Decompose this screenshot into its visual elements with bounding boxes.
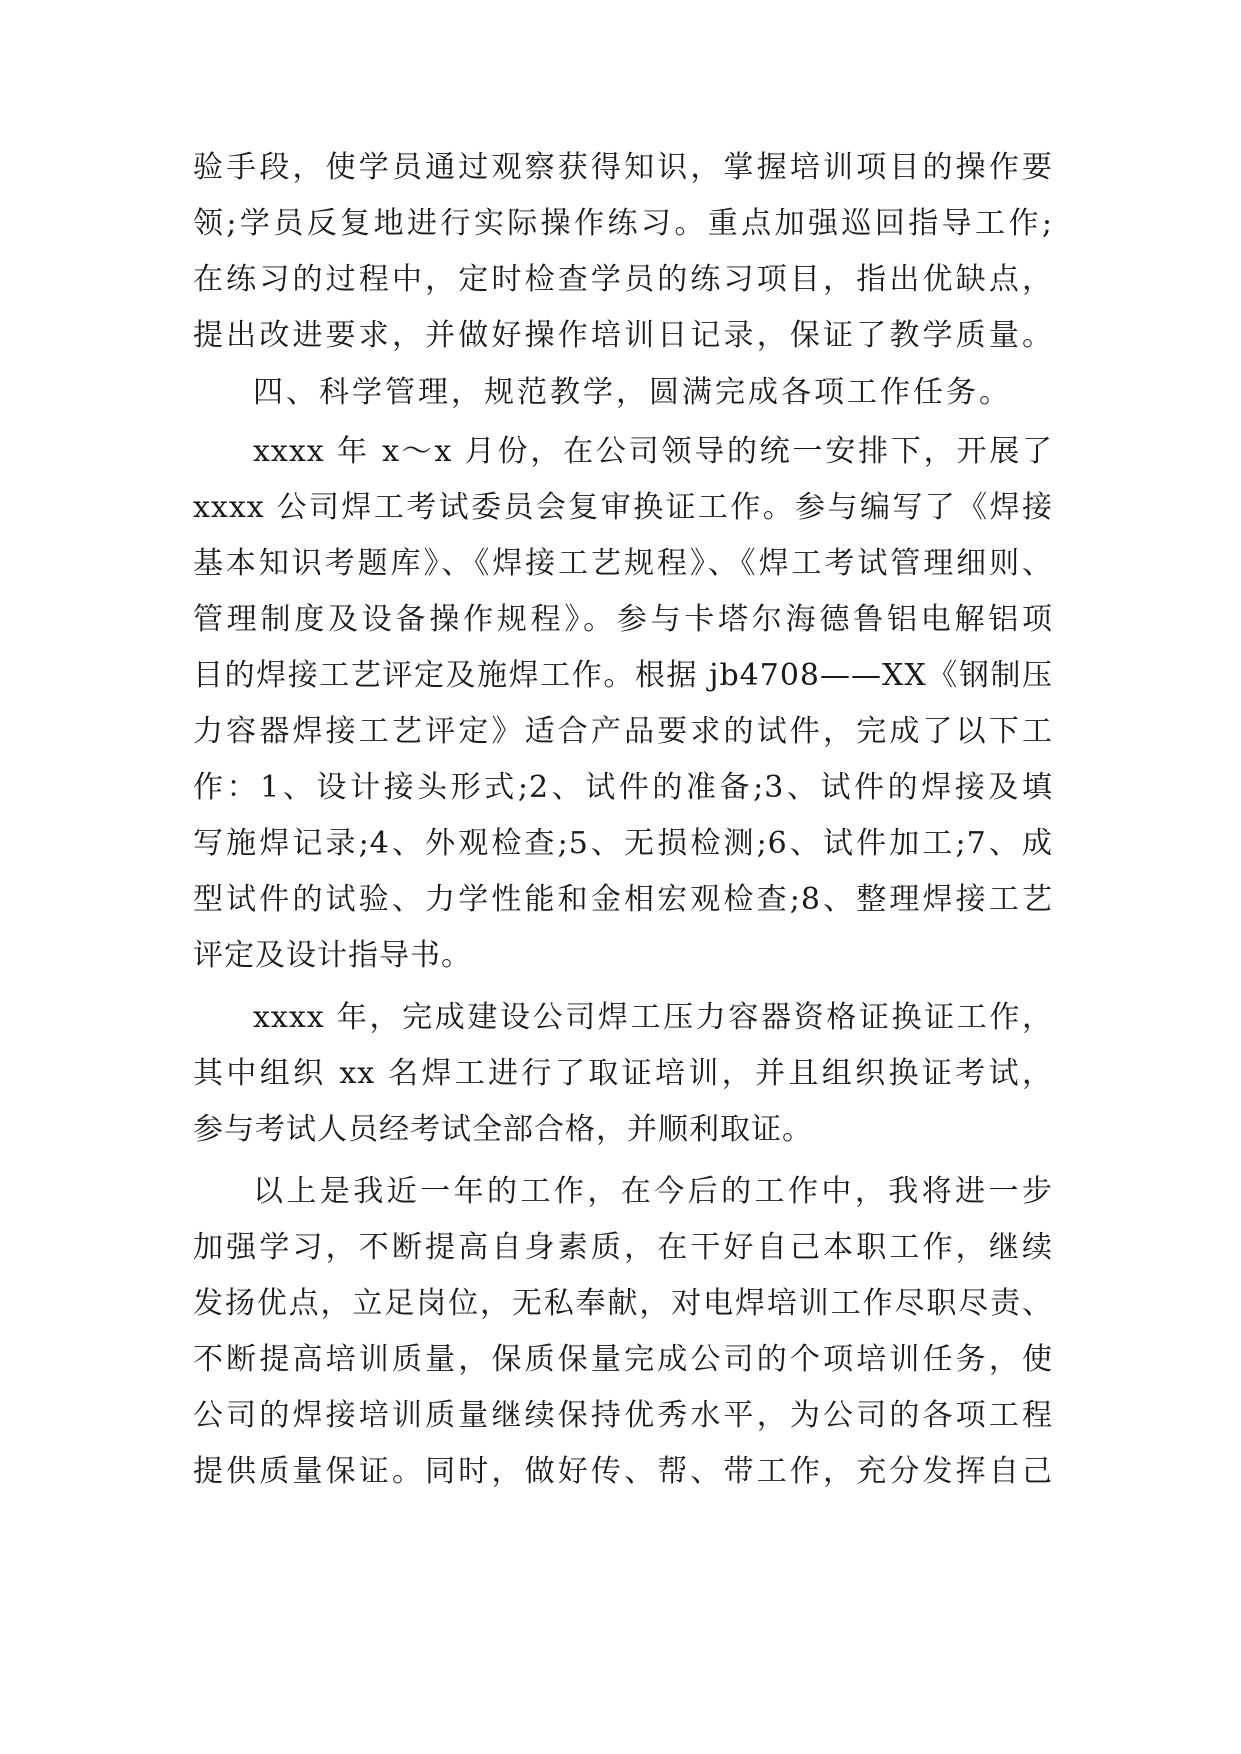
paragraph-line: 提供质量保证。同时，做好传、帮、带工作，充分发挥自己 <box>193 1454 1053 1489</box>
paragraph-line: 作：1、设计接头形式;2、试件的准备;3、试件的焊接及填 <box>193 770 1053 805</box>
paragraph-line: 公司的焊接培训质量继续保持优秀水平，为公司的各项工程 <box>193 1398 1053 1433</box>
paragraph-line: 以上是我近一年的工作，在今后的工作中，我将进一步 <box>253 1174 1053 1209</box>
paragraph-line: 评定及设计指导书。 <box>193 938 472 973</box>
paragraph-line: 在练习的过程中，定时检查学员的练习项目，指出优缺点， <box>193 262 1053 297</box>
paragraph-line: 其中组织 xx 名焊工进行了取证培训，并且组织换证考试， <box>193 1056 1053 1091</box>
paragraph-line: xxxx 公司焊工考试委员会复审换证工作。参与编写了《焊接 <box>193 490 1053 525</box>
paragraph-line: 提出改进要求，并做好操作培训日记录，保证了教学质量。 <box>193 318 1053 353</box>
paragraph-line: 验手段，使学员通过观察获得知识，掌握培训项目的操作要 <box>193 150 1053 185</box>
paragraph-line: 力容器焊接工艺评定》适合产品要求的试件，完成了以下工 <box>193 714 1053 749</box>
paragraph-line: 加强学习，不断提高自身素质，在干好自己本职工作，继续 <box>193 1230 1053 1265</box>
paragraph-line: 写施焊记录;4、外观检查;5、无损检测;6、试件加工;7、成 <box>193 826 1053 861</box>
paragraph-line: xxxx 年，完成建设公司焊工压力容器资格证换证工作， <box>253 1000 1053 1035</box>
paragraph-line: 不断提高培训质量，保质保量完成公司的个项培训任务，使 <box>193 1342 1053 1377</box>
paragraph-line: 发扬优点，立足岗位，无私奉献，对电焊培训工作尽职尽责、 <box>193 1286 1053 1321</box>
section-heading: 四、科学管理，规范教学，圆满完成各项工作任务。 <box>253 375 1012 410</box>
paragraph-line: 管理制度及设备操作规程》。参与卡塔尔海德鲁铝电解铝项 <box>193 602 1053 637</box>
paragraph-line: 参与考试人员经考试全部合格，并顺利取证。 <box>193 1112 813 1147</box>
paragraph-line: 领;学员反复地进行实际操作练习。重点加强巡回指导工作; <box>193 206 1053 241</box>
paragraph-line: 目的焊接工艺评定及施焊工作。根据 jb4708——XX《钢制压 <box>193 658 1053 693</box>
paragraph-line: xxxx 年 x～x 月份，在公司领导的统一安排下，开展了 <box>253 434 1053 469</box>
paragraph-line: 型试件的试验、力学性能和金相宏观检查;8、整理焊接工艺 <box>193 882 1053 917</box>
paragraph-line: 基本知识考题库》、《焊接工艺规程》、《焊工考试管理细则、 <box>193 546 1053 581</box>
